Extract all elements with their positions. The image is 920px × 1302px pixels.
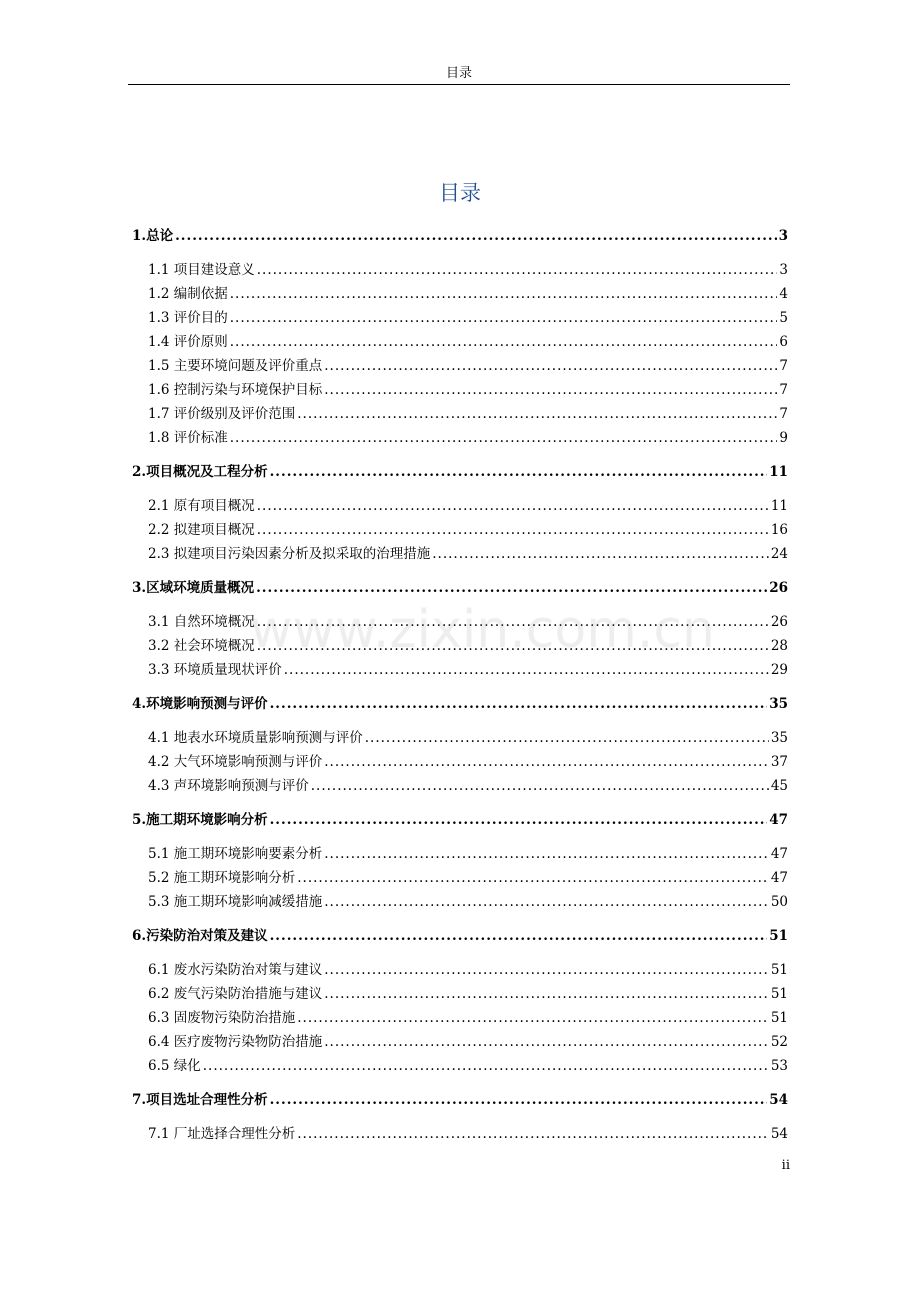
toc-leader-dots <box>257 258 778 282</box>
toc-entry-label: 6.5 绿化 <box>148 1058 201 1074</box>
toc-entry-page-number: 53 <box>770 1058 788 1074</box>
toc-section-entry[interactable] <box>132 658 788 682</box>
toc-entry-page-number: 26 <box>770 614 788 630</box>
toc-entry-page-number: 4 <box>779 286 788 302</box>
toc-leader-dots <box>365 726 769 750</box>
toc-entry-page-number: 52 <box>770 1034 788 1050</box>
toc-leader-dots <box>324 842 769 866</box>
toc-entry-page-number: 6 <box>779 334 788 350</box>
toc-section-entry[interactable] <box>132 842 788 866</box>
toc-leader-dots <box>311 774 769 798</box>
toc-entry-page-number: 26 <box>769 580 788 596</box>
toc-entry-label: 3.3 环境质量现状评价 <box>148 662 282 678</box>
toc-entry-page-number: 11 <box>769 464 788 480</box>
toc-section-entry[interactable] <box>132 726 788 750</box>
toc-entry-label: 4.环境影响预测与评价 <box>132 696 268 712</box>
toc-leader-dots <box>257 518 769 542</box>
toc-entry-label: 2.2 拟建项目概况 <box>148 522 255 538</box>
toc-section-entry[interactable] <box>132 306 788 330</box>
toc-leader-dots <box>324 982 769 1006</box>
toc-entry-page-number: 3 <box>778 228 788 244</box>
toc-entry-label: 6.2 废气污染防治措施与建议 <box>148 986 323 1002</box>
toc-section-entry[interactable] <box>132 750 788 774</box>
toc-entry-label: 5.2 施工期环境影响分析 <box>148 870 296 886</box>
toc-entry-page-number: 51 <box>770 986 788 1002</box>
toc-leader-dots <box>432 542 769 566</box>
toc-entry-page-number: 29 <box>770 662 788 678</box>
toc-entry-page-number: 7 <box>779 358 788 374</box>
toc-leader-dots <box>297 402 777 426</box>
toc-leader-dots <box>270 1088 768 1112</box>
toc-leader-dots <box>230 330 778 354</box>
toc-entry-label: 2.1 原有项目概况 <box>148 498 255 514</box>
toc-entry-label: 1.7 评价级别及评价范围 <box>148 406 296 422</box>
toc-entry-page-number: 28 <box>770 638 788 654</box>
toc-entry-page-number: 51 <box>770 1010 788 1026</box>
toc-entry-page-number: 51 <box>769 928 788 944</box>
toc-section-entry[interactable] <box>132 1054 788 1078</box>
toc-leader-dots <box>257 610 769 634</box>
toc-leader-dots <box>324 958 769 982</box>
toc-entry-page-number: 9 <box>779 430 788 446</box>
toc-leader-dots <box>270 460 768 484</box>
toc-section-entry[interactable] <box>132 378 788 402</box>
toc-entry-label: 1.3 评价目的 <box>148 310 228 326</box>
toc-entry-label: 1.8 评价标准 <box>148 430 228 446</box>
toc-leader-dots <box>256 576 767 600</box>
toc-entry-page-number: 47 <box>769 812 788 828</box>
toc-entry-page-number: 7 <box>779 382 788 398</box>
toc-section-entry[interactable] <box>132 866 788 890</box>
toc-chapter-entry[interactable] <box>132 692 788 716</box>
toc-entry-label: 6.1 废水污染防治对策与建议 <box>148 962 323 978</box>
toc-section-entry[interactable] <box>132 402 788 426</box>
toc-entry-label: 1.2 编制依据 <box>148 286 228 302</box>
toc-entry-page-number: 5 <box>779 310 788 326</box>
toc-chapter-entry[interactable] <box>132 224 788 248</box>
toc-leader-dots <box>257 494 769 518</box>
toc-entry-page-number: 7 <box>779 406 788 422</box>
toc-section-entry[interactable] <box>132 258 788 282</box>
toc-leader-dots <box>324 378 777 402</box>
toc-entry-label: 5.施工期环境影响分析 <box>132 812 268 828</box>
toc-leader-dots <box>297 866 769 890</box>
toc-entry-label: 1.6 控制污染与环境保护目标 <box>148 382 323 398</box>
toc-entry-page-number: 50 <box>770 894 788 910</box>
toc-leader-dots <box>324 354 777 378</box>
toc-entry-label: 4.2 大气环境影响预测与评价 <box>148 754 323 770</box>
toc-entry-label: 3.区域环境质量概况 <box>132 580 255 596</box>
toc-leader-dots <box>203 1054 769 1078</box>
toc-leader-dots <box>230 282 778 306</box>
toc-entry-label: 7.项目选址合理性分析 <box>132 1092 268 1108</box>
toc-leader-dots <box>324 890 769 914</box>
toc-entry-page-number: 24 <box>770 546 788 562</box>
toc-entry-label: 6.3 固废物污染防治措施 <box>148 1010 296 1026</box>
toc-leader-dots <box>324 750 769 774</box>
toc-section-entry[interactable] <box>132 890 788 914</box>
toc-section-entry[interactable] <box>132 610 788 634</box>
toc-entry-label: 1.总论 <box>132 228 174 244</box>
toc-leader-dots <box>175 224 777 248</box>
toc-leader-dots <box>270 924 768 948</box>
toc-entry-page-number: 11 <box>770 498 788 514</box>
toc-section-entry[interactable] <box>132 542 788 566</box>
toc-chapter-entry[interactable] <box>132 808 788 832</box>
toc-entry-label: 6.4 医疗废物污染物防治措施 <box>148 1034 323 1050</box>
toc-section-entry[interactable] <box>132 330 788 354</box>
toc-leader-dots <box>270 692 768 716</box>
toc-entry-page-number: 47 <box>770 846 788 862</box>
toc-section-entry[interactable] <box>132 1030 788 1054</box>
toc-section-entry[interactable] <box>132 634 788 658</box>
toc-leader-dots <box>284 658 769 682</box>
toc-entry-label: 1.1 项目建设意义 <box>148 262 255 278</box>
toc-entry-label: 5.3 施工期环境影响减缓措施 <box>148 894 323 910</box>
toc-chapter-entry[interactable] <box>132 576 788 600</box>
page-number: ii <box>781 1158 790 1173</box>
toc-entry-label: 1.4 评价原则 <box>148 334 228 350</box>
toc-entry-page-number: 47 <box>770 870 788 886</box>
watermark: www.zixin.com.cn <box>250 600 715 660</box>
toc-section-entry[interactable] <box>132 1122 788 1146</box>
toc-leader-dots <box>257 634 769 658</box>
toc-entry-label: 7.1 厂址选择合理性分析 <box>148 1126 296 1142</box>
toc-entry-label: 3.1 自然环境概况 <box>148 614 255 630</box>
page-title: 目录 <box>439 181 481 205</box>
toc-entry-page-number: 37 <box>770 754 788 770</box>
toc-section-entry[interactable] <box>132 282 788 306</box>
toc-entry-label: 1.5 主要环境问题及评价重点 <box>148 358 323 374</box>
toc-leader-dots <box>324 1030 769 1054</box>
toc-entry-label: 6.污染防治对策及建议 <box>132 928 268 944</box>
toc-entry-label: 5.1 施工期环境影响要素分析 <box>148 846 323 862</box>
toc-section-entry[interactable] <box>132 426 788 450</box>
toc-chapter-entry[interactable] <box>132 460 788 484</box>
running-header: 目录 <box>128 64 790 85</box>
toc-leader-dots <box>270 808 768 832</box>
toc-section-entry[interactable] <box>132 518 788 542</box>
toc-entry-label: 4.1 地表水环境质量影响预测与评价 <box>148 730 363 746</box>
toc-entry-label: 3.2 社会环境概况 <box>148 638 255 654</box>
toc-section-entry[interactable] <box>132 982 788 1006</box>
toc-entry-label: 2.项目概况及工程分析 <box>132 464 268 480</box>
toc-entry-label: 2.3 拟建项目污染因素分析及拟采取的治理措施 <box>148 546 431 562</box>
toc-leader-dots <box>297 1006 769 1030</box>
toc-entry-page-number: 45 <box>770 778 788 794</box>
toc-section-entry[interactable] <box>132 1006 788 1030</box>
toc-section-entry[interactable] <box>132 774 788 798</box>
toc-chapter-entry[interactable] <box>132 1088 788 1112</box>
toc-entry-page-number: 54 <box>770 1126 788 1142</box>
toc-section-entry[interactable] <box>132 494 788 518</box>
toc-section-entry[interactable] <box>132 354 788 378</box>
toc-entry-page-number: 16 <box>770 522 788 538</box>
toc-entry-page-number: 3 <box>779 262 788 278</box>
toc-section-entry[interactable] <box>132 958 788 982</box>
toc-entry-label: 4.3 声环境影响预测与评价 <box>148 778 309 794</box>
toc-entry-page-number: 35 <box>769 696 788 712</box>
toc-leader-dots <box>230 306 778 330</box>
toc-leader-dots <box>297 1122 769 1146</box>
table-of-contents <box>132 224 788 1156</box>
toc-leader-dots <box>230 426 778 450</box>
toc-chapter-entry[interactable] <box>132 924 788 948</box>
toc-entry-page-number: 54 <box>769 1092 788 1108</box>
toc-entry-page-number: 35 <box>770 730 788 746</box>
toc-entry-page-number: 51 <box>770 962 788 978</box>
